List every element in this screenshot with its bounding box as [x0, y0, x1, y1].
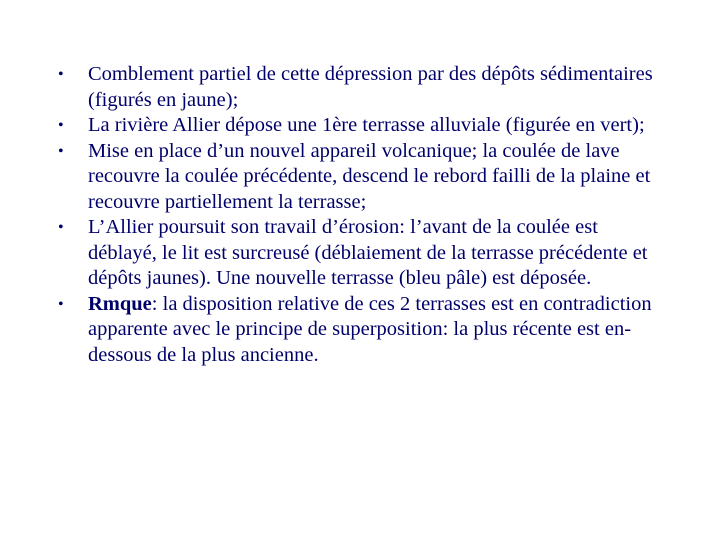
bullet-text: : la disposition relative de ces 2 terrasses est en contradiction apparente avec le principe de superposition: la plus récente est en-dessous de la plus ancienne.	[88, 292, 652, 366]
bullet-item-5	[58, 292, 668, 369]
bullet-text: Mise en place d’un nouvel appareil volcanique; la coulée de lave recouvre la coulée précédente, descend le rebord failli de la plaine et recouvre partiellement la terrasse;	[88, 139, 651, 213]
bullet-text: L’Allier poursuit son travail d’érosion: l’avant de la coulée est déblayé, le lit est surcreusé (déblaiement de la terrasse précédente et dépôts jaunes). Une nouvelle terrasse (bleu pâle) est déposée.	[88, 216, 648, 289]
bullet-icon: •	[58, 117, 64, 134]
bullet-text: Comblement partiel de cette dépression par des dépôts sédimentaires (figurés en jaune);	[88, 63, 653, 111]
bullet-icon: •	[58, 66, 64, 83]
bullet-item-2	[58, 113, 668, 139]
bullet-item-1	[58, 62, 668, 113]
bullet-icon: •	[58, 219, 64, 236]
remark-label: Rmque	[88, 292, 152, 315]
bullet-item-3	[58, 139, 668, 216]
bullet-list	[58, 62, 668, 368]
bullet-icon: •	[58, 295, 64, 313]
bullet-text: La rivière Allier dépose une 1ère terrasse alluviale (figurée en vert);	[88, 114, 645, 136]
bullet-icon: •	[58, 142, 64, 160]
bullet-item-4	[58, 215, 668, 292]
